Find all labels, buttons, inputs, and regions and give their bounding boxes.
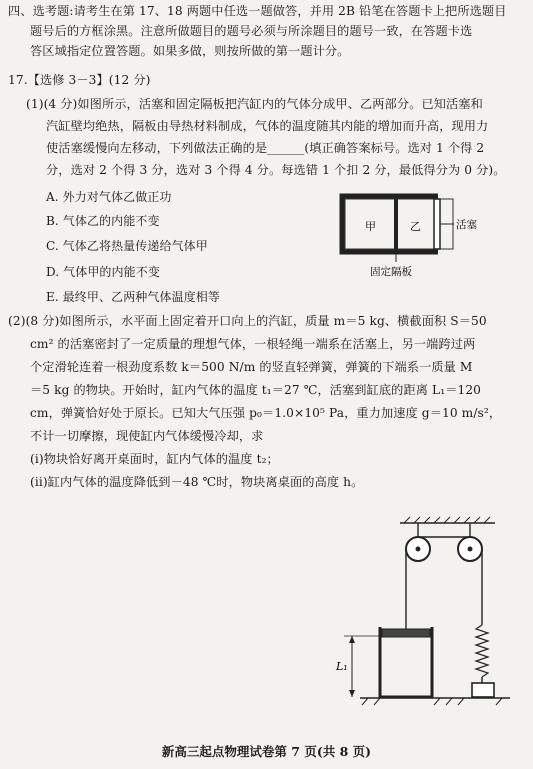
part2-line-8: (ii)缸内气体的温度降低到－48 ℃时，物块离桌面的高度 h。 xyxy=(30,475,364,489)
part2-line-6: 不计一切摩擦，现使缸内气体缓慢冷却，求 xyxy=(30,429,264,443)
label-partition: 固定隔板 xyxy=(370,266,412,278)
option-d: D. 气体甲的内能不变 xyxy=(46,265,160,279)
option-c: C. 气体乙将热量传递给气体甲 xyxy=(46,239,208,253)
option-a: A. 外力对气体乙做正功 xyxy=(46,190,172,204)
label-jia: 甲 xyxy=(365,220,376,233)
part1-line-1: (1)(4 分)如图所示，活塞和固定隔板把汽缸内的气体分成甲、乙两部分。已知活塞和 xyxy=(26,97,483,111)
fixed-partition xyxy=(394,199,398,249)
label-yi: 乙 xyxy=(410,220,421,233)
part2-line-2: cm² 的活塞密封了一定质量的理想气体，一根轻绳一端系在活塞上，另一端跨过两 xyxy=(30,337,476,351)
part2-line-5: cm，弹簧恰好处于原长。已知大气压强 p₀＝1.0×10⁵ Pa，重力加速度 g＝10 m/s²， xyxy=(30,406,502,420)
part1-line-3: 使活塞缓慢向左移动，下列做法正确的是______(填正确答案标号。选对 1 个得 2 xyxy=(46,141,485,155)
option-b: B. 气体乙的内能不变 xyxy=(46,214,160,228)
section-instruction-line-1: 四、选考题:请考生在第 17、18 两题中任选一题做答，并用 2B 铅笔在答题卡上把所选题目 xyxy=(8,4,507,18)
cylinder-partition-figure xyxy=(330,190,490,280)
label-L1: L₁ xyxy=(336,660,348,673)
piston xyxy=(434,199,440,249)
option-e: E. 最终甲、乙两种气体温度相等 xyxy=(46,290,220,304)
pulley-spring-figure xyxy=(330,515,530,715)
label-piston: 活塞 xyxy=(456,219,477,231)
part1-line-4: 分，选对 2 个得 3 分，选对 3 个得 4 分。每选错 1 个扣 2 分，最低得分为 0 分)。 xyxy=(46,163,506,177)
section-instruction-line-2: 题号后的方框涂黑。注意所做题目的题号必须与所涂题目的题号一致，在答题卡选 xyxy=(30,24,473,38)
part2-line-7: (i)物块恰好离开桌面时，缸内气体的温度 t₂； xyxy=(30,452,279,466)
part2-line-4: ＝5 kg 的物块。开始时，缸内气体的温度 t₁＝27 ℃，活塞到缸底的距离 L₁＝120 xyxy=(30,383,482,397)
block xyxy=(472,683,494,697)
page-footer: 新高三起点物理试卷第 7 页(共 8 页) xyxy=(161,744,372,759)
part2-line-3: 个定滑轮连着一根劲度系数 k＝500 N/m 的竖直轻弹簧，弹簧的下端系一质量 M xyxy=(30,360,473,374)
section-instruction-line-3: 答区域指定位置答题。如果多做，则按所做的第一题计分。 xyxy=(30,44,350,58)
part2-line-1: (2)(8 分)如图所示，水平面上固定着开口向上的汽缸，质量 m＝5 kg、横截面积 S＝50 xyxy=(8,314,487,328)
part1-line-2: 汽缸壁均绝热，隔板由导热材料制成，气体的温度随其内能的增加而升高，现用力 xyxy=(46,119,489,133)
question-17-header: 17.【选修 3－3】(12 分) xyxy=(8,73,151,87)
piston-2 xyxy=(382,629,430,637)
spring xyxy=(476,625,488,677)
